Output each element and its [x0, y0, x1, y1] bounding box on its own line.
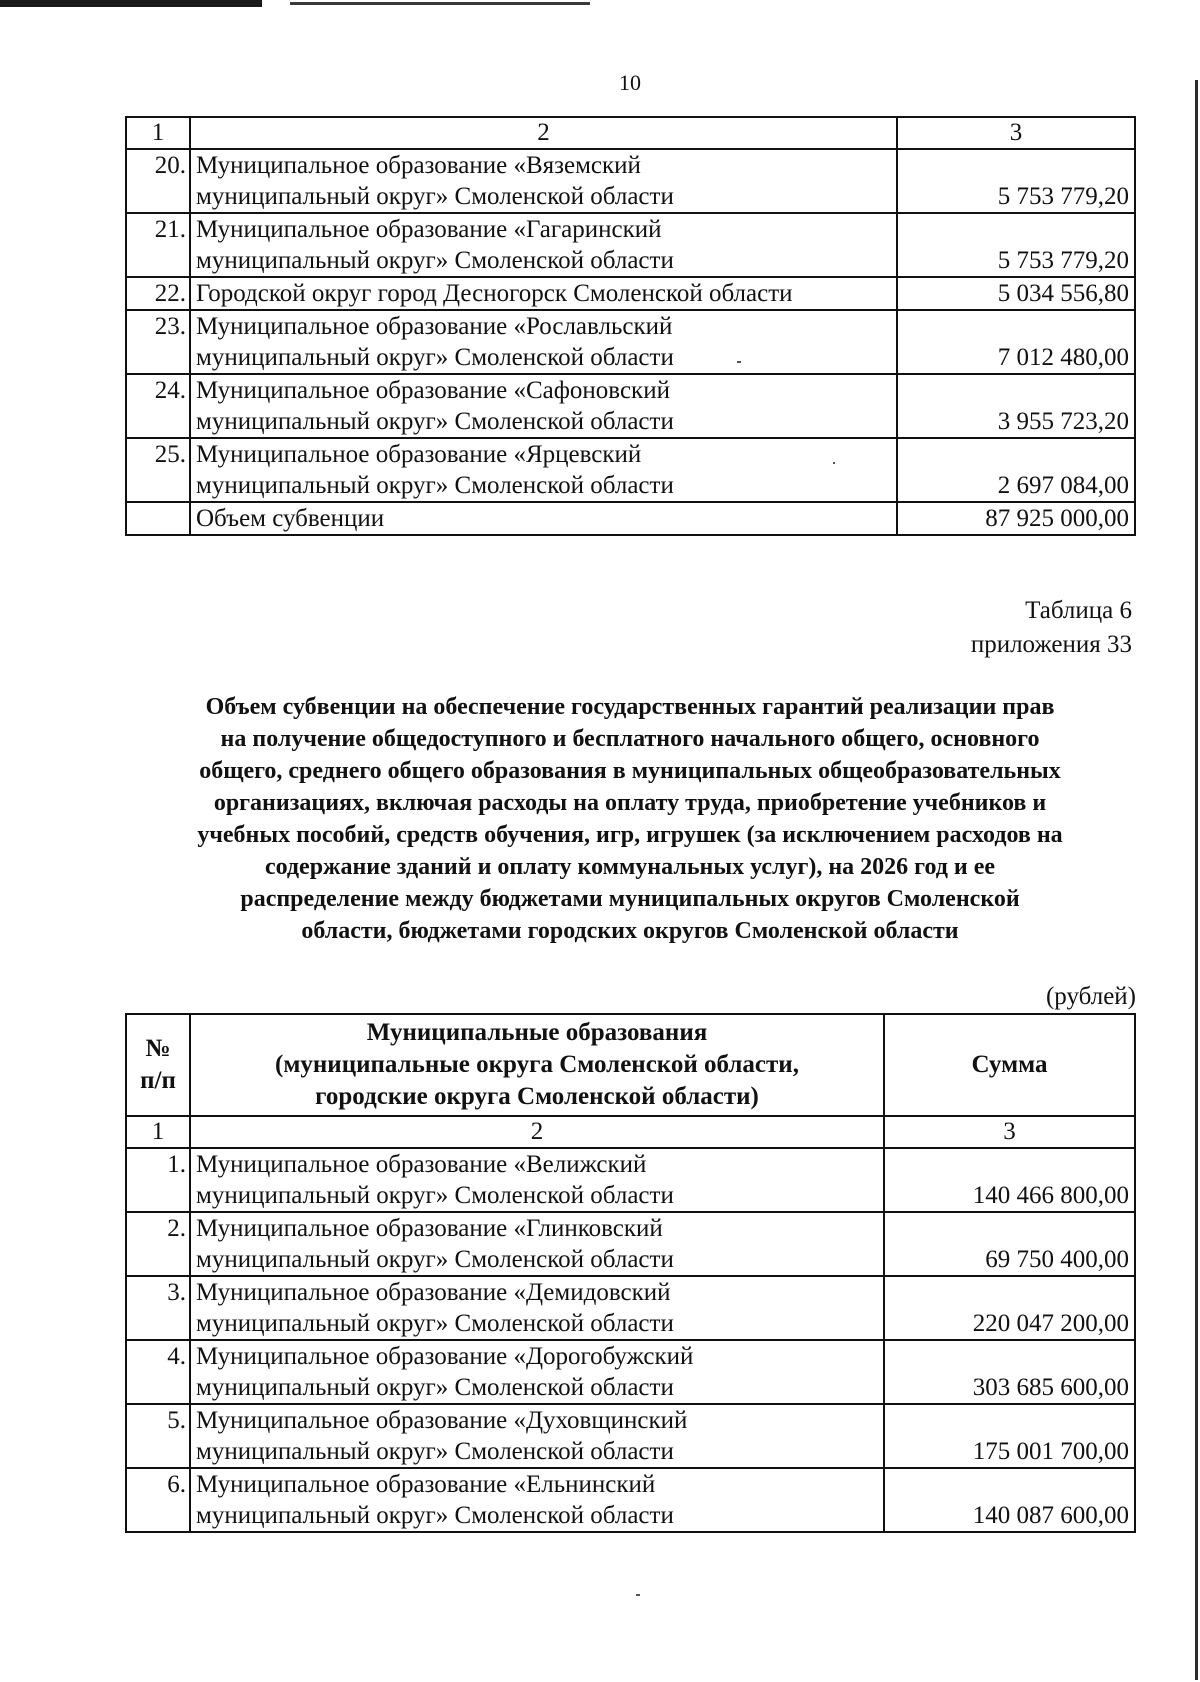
amount-cell: 3 955 723,20	[897, 374, 1135, 438]
row-number-cell: 1.	[126, 1148, 190, 1212]
municipality-name-line: муниципальный округ» Смоленской области	[196, 247, 674, 274]
municipality-name-cell	[190, 149, 897, 213]
title-line: распределение между бюджетами муниципальных округов Смоленской	[240, 886, 1020, 912]
amount-cell: 7 012 480,00	[897, 310, 1135, 374]
municipality-name-line: Муниципальное образование «Ярцевский	[196, 441, 642, 468]
municipality-name-line: муниципальный округ» Смоленской области	[196, 1182, 674, 1209]
table-label: Таблица 6	[1025, 597, 1132, 624]
distribution-table-continued	[125, 116, 1136, 536]
row-number-cell	[126, 502, 190, 535]
table-header-row	[126, 1014, 1135, 1116]
municipality-name-cell	[190, 1404, 884, 1468]
municipality-name-line: Муниципальное образование «Вяземский	[196, 152, 641, 179]
document-title	[125, 691, 1135, 947]
table-row	[126, 374, 1135, 438]
row-number-cell: 22.	[126, 277, 190, 310]
municipality-name-line: Объем субвенции	[196, 505, 385, 532]
municipality-name-cell	[190, 1340, 884, 1404]
amount-cell: 175 001 700,00	[884, 1404, 1135, 1468]
scan-artifact-bar	[0, 0, 262, 7]
municipality-name-cell	[190, 438, 897, 502]
scan-speck	[636, 1594, 640, 1596]
municipality-name-line: Муниципальное образование «Демидовский	[196, 1279, 671, 1306]
amount-cell: 87 925 000,00	[897, 502, 1135, 535]
header-sum-cell: Сумма	[884, 1014, 1135, 1116]
table-caption	[971, 594, 1132, 662]
column-index-cell: 3	[884, 1116, 1135, 1148]
municipality-name-cell	[190, 277, 897, 310]
column-index-cell: 3	[897, 117, 1135, 149]
title-line: учебных пособий, средств обучения, игр, игрушек (за исключением расходов на	[197, 822, 1063, 848]
municipality-name-line: Городской округ город Десногорск Смоленской области	[196, 280, 793, 307]
title-line: Объем субвенции на обеспечение государственных гарантий реализации прав	[205, 694, 1055, 720]
header-name-cell	[190, 1014, 884, 1116]
amount-cell: 5 753 779,20	[897, 213, 1135, 277]
column-index-cell: 1	[126, 117, 190, 149]
table-row	[126, 277, 1135, 310]
scan-speck	[737, 361, 741, 363]
amount-cell: 303 685 600,00	[884, 1340, 1135, 1404]
scan-artifact-edge	[1195, 80, 1198, 1680]
header-line: городские округа Смоленской области)	[315, 1083, 759, 1110]
row-number-cell: 21.	[126, 213, 190, 277]
scan-artifact-bar	[290, 2, 590, 5]
header-line: (муниципальные округа Смоленской области,	[275, 1051, 799, 1078]
table-row	[126, 438, 1135, 502]
row-number-cell: 23.	[126, 310, 190, 374]
municipality-name-line: Муниципальное образование «Рославльский	[196, 313, 673, 340]
amount-cell: 5 753 779,20	[897, 149, 1135, 213]
table-row	[126, 1276, 1135, 1340]
amount-cell: 5 034 556,80	[897, 277, 1135, 310]
row-number-cell: 5.	[126, 1404, 190, 1468]
amount-cell: 2 697 084,00	[897, 438, 1135, 502]
table-row	[126, 1340, 1135, 1404]
column-index-row	[126, 1116, 1135, 1148]
table-row	[126, 502, 1135, 535]
amount-cell: 140 087 600,00	[884, 1468, 1135, 1532]
amount-cell: 69 750 400,00	[884, 1212, 1135, 1276]
amount-cell: 140 466 800,00	[884, 1148, 1135, 1212]
header-line: №	[145, 1035, 171, 1062]
municipality-name-line: муниципальный округ» Смоленской области	[196, 344, 674, 371]
column-index-cell: 1	[126, 1116, 190, 1148]
municipality-name-line: Муниципальное образование «Дорогобужский	[196, 1343, 694, 1370]
municipality-name-line: муниципальный округ» Смоленской области	[196, 408, 674, 435]
municipality-name-cell	[190, 213, 897, 277]
appendix-label: приложения 33	[970, 631, 1132, 658]
title-line: области, бюджетами городских округов Смоленской области	[301, 918, 959, 944]
municipality-name-cell	[190, 1212, 884, 1276]
municipality-name-cell	[190, 310, 897, 374]
municipality-name-line: муниципальный округ» Смоленской области	[196, 1310, 674, 1337]
title-line: организациях, включая расходы на оплату труда, приобретение учебников и	[213, 790, 1047, 816]
row-number-cell: 2.	[126, 1212, 190, 1276]
row-number-cell: 4.	[126, 1340, 190, 1404]
table-row	[126, 1468, 1135, 1532]
municipality-name-line: муниципальный округ» Смоленской области	[196, 1246, 674, 1273]
municipality-name-line: муниципальный округ» Смоленской области	[196, 1374, 674, 1401]
table-row	[126, 310, 1135, 374]
table-row	[126, 1212, 1135, 1276]
table-row	[126, 213, 1135, 277]
municipality-name-cell	[190, 1148, 884, 1212]
municipality-name-cell	[190, 1276, 884, 1340]
title-line: содержание зданий и оплату коммунальных услуг), на 2026 год и ее	[264, 854, 996, 880]
municipality-name-line: муниципальный округ» Смоленской области	[196, 1438, 674, 1465]
municipality-name-line: Муниципальное образование «Сафоновский	[196, 377, 670, 404]
municipality-name-line: Муниципальное образование «Гагаринский	[196, 216, 662, 243]
page-number: 10	[619, 70, 641, 95]
title-line: общего, среднего общего образования в муниципальных общеобразовательных	[199, 758, 1061, 784]
municipality-name-line: муниципальный округ» Смоленской области	[196, 1502, 674, 1529]
row-number-cell: 6.	[126, 1468, 190, 1532]
municipality-name-cell	[190, 1468, 884, 1532]
municipality-name-cell	[190, 502, 897, 535]
row-number-cell: 20.	[126, 149, 190, 213]
title-line: на получение общедоступного и бесплатного начального общего, основного	[220, 726, 1040, 752]
municipality-name-line: муниципальный округ» Смоленской области	[196, 183, 674, 210]
table-row	[126, 1404, 1135, 1468]
row-number-cell: 24.	[126, 374, 190, 438]
column-index-cell: 2	[190, 117, 897, 149]
municipality-name-line: муниципальный округ» Смоленской области	[196, 472, 674, 499]
municipality-name-line: Муниципальное образование «Ельнинский	[196, 1471, 656, 1498]
header-line: Муниципальные образования	[366, 1019, 708, 1046]
header-number-cell	[126, 1014, 190, 1116]
municipality-name-line: Муниципальное образование «Глинковский	[196, 1215, 663, 1242]
table-header-row	[126, 117, 1135, 149]
column-index-cell: 2	[190, 1116, 884, 1148]
table-row	[126, 149, 1135, 213]
amount-cell: 220 047 200,00	[884, 1276, 1135, 1340]
table-row	[126, 1148, 1135, 1212]
municipality-name-line: Муниципальное образование «Велижский	[196, 1151, 647, 1178]
municipality-name-cell	[190, 374, 897, 438]
row-number-cell: 25.	[126, 438, 190, 502]
subvention-distribution-table	[125, 1013, 1136, 1533]
units-label: (рублей)	[1045, 983, 1136, 1010]
row-number-cell: 3.	[126, 1276, 190, 1340]
header-line: п/п	[140, 1067, 176, 1094]
municipality-name-line: Муниципальное образование «Духовщинский	[196, 1407, 688, 1434]
scan-speck	[833, 462, 835, 464]
